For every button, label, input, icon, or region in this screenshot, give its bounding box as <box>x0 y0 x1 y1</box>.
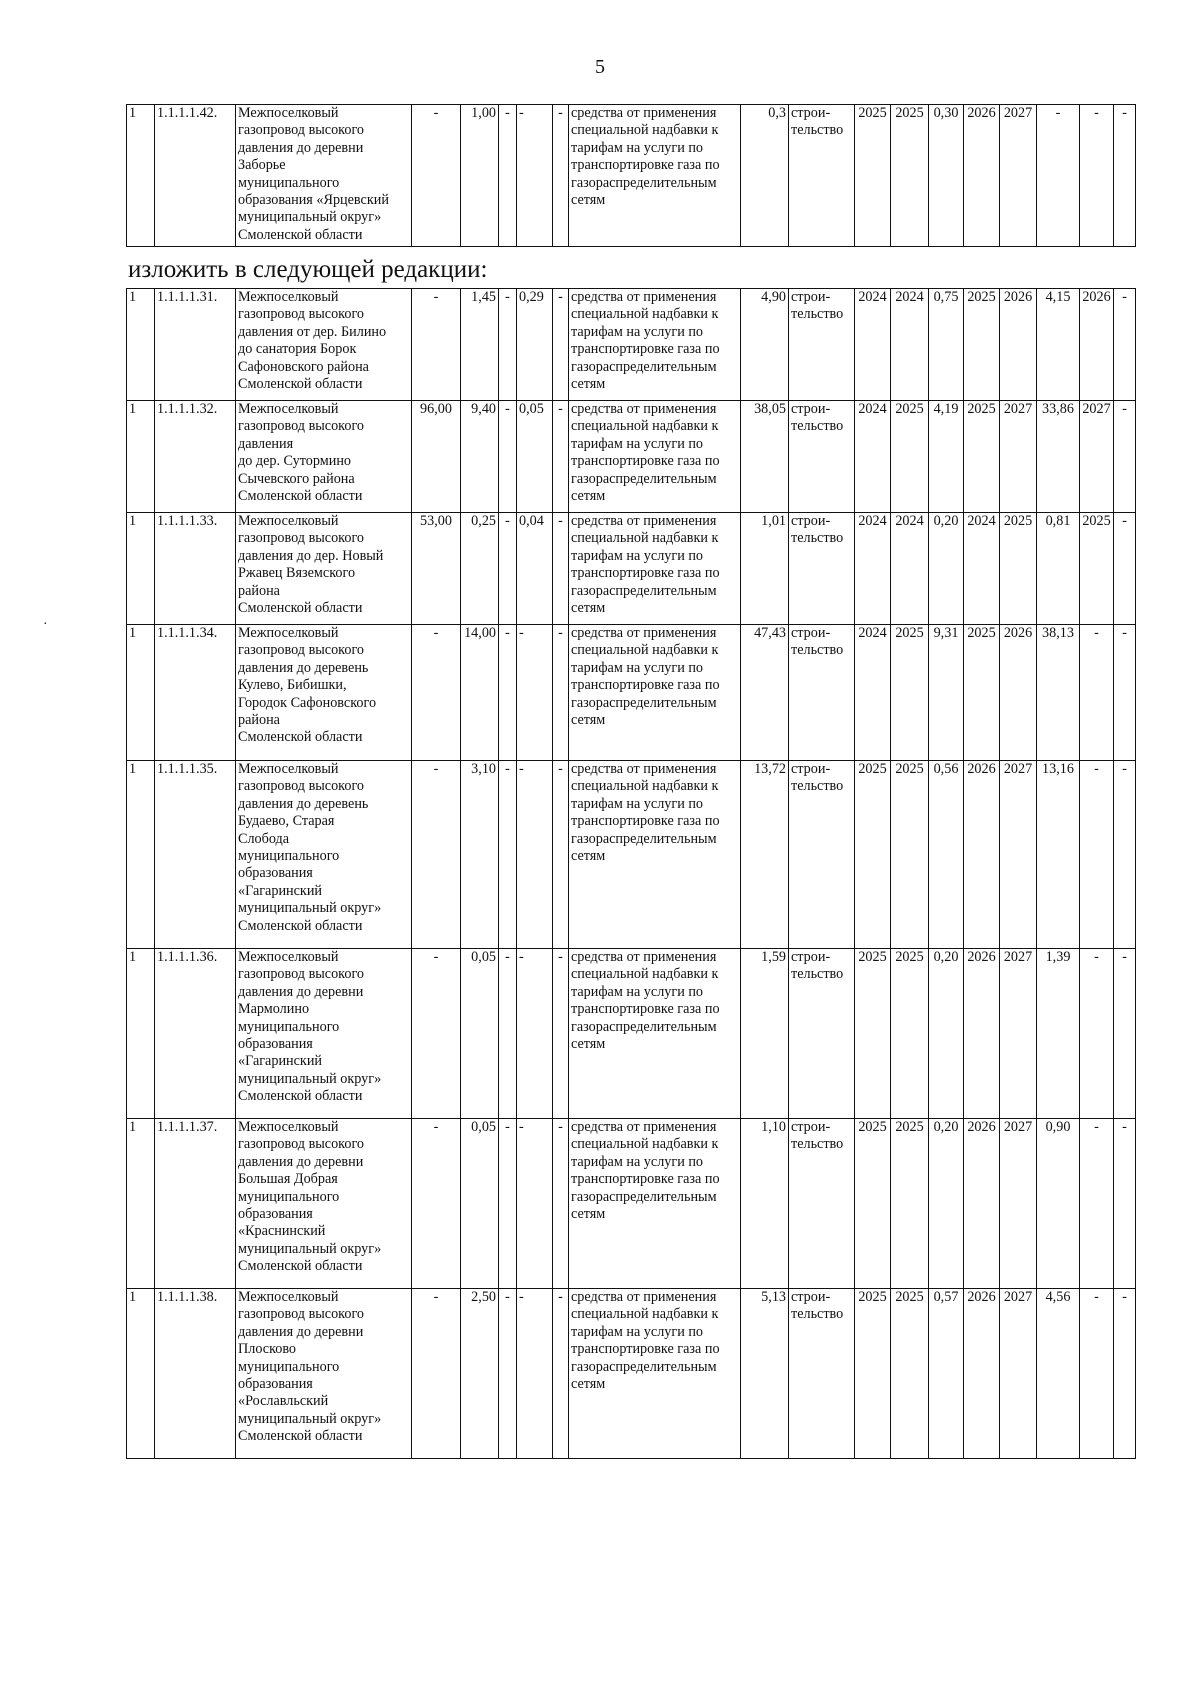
cell-y1: 2024 <box>855 289 891 401</box>
cell-name: Межпоселковый газопровод высокого давления до деревни Плосково муниципального образования «Рославльский муниципальный округ» Смоленской области <box>236 1289 412 1459</box>
cell-code: 1.1.1.1.42. <box>155 105 236 247</box>
cell-y2: 2025 <box>891 949 929 1119</box>
cell-v5: - <box>553 401 569 513</box>
cell-source: средства от применения специальной надбавки к тарифам на услуги по транспортировке газа по газораспределительным сетям <box>569 761 741 949</box>
table-row <box>127 1119 1136 1289</box>
cell-source: средства от применения специальной надбавки к тарифам на услуги по транспортировке газа по газораспределительным сетям <box>569 105 741 247</box>
cell-v7: 13,16 <box>1037 761 1080 949</box>
cell-source: средства от применения специальной надбавки к тарифам на услуги по транспортировке газа по газораспределительным сетям <box>569 1119 741 1289</box>
cell-y3: 2025 <box>964 401 1000 513</box>
cell-v8: - <box>1080 949 1114 1119</box>
cell-v6: 9,31 <box>929 625 964 761</box>
cell-v6: 0,20 <box>929 1119 964 1289</box>
cell-code: 1.1.1.1.35. <box>155 761 236 949</box>
cell-y1: 2025 <box>855 1289 891 1459</box>
cell-y3: 2025 <box>964 625 1000 761</box>
cell-source: средства от применения специальной надбавки к тарифам на услуги по транспортировке газа по газораспределительным сетям <box>569 949 741 1119</box>
cell-v1: 53,00 <box>412 513 461 625</box>
page-number: 5 <box>595 56 605 78</box>
cell-source: средства от применения специальной надбавки к тарифам на услуги по транспортировке газа по газораспределительным сетям <box>569 625 741 761</box>
cell-v6: 0,20 <box>929 949 964 1119</box>
cell-y3: 2025 <box>964 289 1000 401</box>
cell-c1: 1 <box>127 1119 155 1289</box>
cell-type: строи- тельство <box>789 401 855 513</box>
table-row <box>127 401 1136 513</box>
cell-v4: - <box>517 105 553 247</box>
cell-v9: - <box>1114 1289 1136 1459</box>
cell-v2: 14,00 <box>461 625 499 761</box>
cell-source: средства от применения специальной надбавки к тарифам на услуги по транспортировке газа по газораспределительным сетям <box>569 513 741 625</box>
cell-y4: 2027 <box>1000 401 1037 513</box>
cell-y1: 2025 <box>855 1119 891 1289</box>
table-row <box>127 105 1136 247</box>
cell-v4: 0,05 <box>517 401 553 513</box>
cell-c1: 1 <box>127 401 155 513</box>
table-row <box>127 949 1136 1119</box>
cell-c1: 1 <box>127 105 155 247</box>
cell-v3: - <box>499 401 517 513</box>
cell-name: Межпоселковый газопровод высокого давления до деревень Кулево, Бибишки, Городок Сафоновского района Смоленской области <box>236 625 412 761</box>
cell-v7: 4,56 <box>1037 1289 1080 1459</box>
cell-source: средства от применения специальной надбавки к тарифам на услуги по транспортировке газа по газораспределительным сетям <box>569 401 741 513</box>
cell-code: 1.1.1.1.34. <box>155 625 236 761</box>
cell-v5: - <box>553 1119 569 1289</box>
cell-y1: 2025 <box>855 949 891 1119</box>
cell-y2: 2024 <box>891 289 929 401</box>
cell-v3: - <box>499 1119 517 1289</box>
new-edition-table <box>126 288 1136 1459</box>
cell-y4: 2027 <box>1000 1289 1037 1459</box>
cell-cost: 13,72 <box>741 761 789 949</box>
cell-v2: 2,50 <box>461 1289 499 1459</box>
cell-v1: - <box>412 1119 461 1289</box>
cell-v5: - <box>553 761 569 949</box>
cell-v7: 38,13 <box>1037 625 1080 761</box>
cell-v4: - <box>517 949 553 1119</box>
cell-v6: 0,57 <box>929 1289 964 1459</box>
cell-y2: 2024 <box>891 513 929 625</box>
cell-y2: 2025 <box>891 105 929 247</box>
cell-y4: 2026 <box>1000 289 1037 401</box>
cell-v2: 0,25 <box>461 513 499 625</box>
cell-y4: 2027 <box>1000 949 1037 1119</box>
cell-v4: - <box>517 1119 553 1289</box>
cell-v7: 1,39 <box>1037 949 1080 1119</box>
cell-v1: - <box>412 625 461 761</box>
cell-y1: 2024 <box>855 401 891 513</box>
cell-v4: 0,29 <box>517 289 553 401</box>
cell-v9: - <box>1114 105 1136 247</box>
cell-y1: 2024 <box>855 513 891 625</box>
amendment-heading: изложить в следующей редакции: <box>128 256 488 283</box>
cell-v5: - <box>553 289 569 401</box>
cell-v2: 3,10 <box>461 761 499 949</box>
cell-v9: - <box>1114 1119 1136 1289</box>
cell-v2: 1,00 <box>461 105 499 247</box>
cell-v8: - <box>1080 1289 1114 1459</box>
cell-y4: 2026 <box>1000 625 1037 761</box>
cell-y2: 2025 <box>891 1289 929 1459</box>
cell-v8: - <box>1080 1119 1114 1289</box>
cell-cost: 0,3 <box>741 105 789 247</box>
cell-type: строи- тельство <box>789 289 855 401</box>
cell-type: строи- тельство <box>789 513 855 625</box>
table-row <box>127 289 1136 401</box>
cell-cost: 47,43 <box>741 625 789 761</box>
cell-v9: - <box>1114 625 1136 761</box>
cell-v2: 1,45 <box>461 289 499 401</box>
cell-v1: - <box>412 761 461 949</box>
cell-type: строи- тельство <box>789 1119 855 1289</box>
table-row <box>127 1289 1136 1459</box>
cell-y1: 2025 <box>855 761 891 949</box>
cell-v3: - <box>499 289 517 401</box>
cell-c1: 1 <box>127 761 155 949</box>
cell-v3: - <box>499 949 517 1119</box>
cell-v1: - <box>412 105 461 247</box>
cell-y1: 2024 <box>855 625 891 761</box>
cell-code: 1.1.1.1.31. <box>155 289 236 401</box>
cell-name: Межпоселковый газопровод высокого давления до деревни Мармолино муниципального образования «Гагаринский муниципальный округ» Смоленской области <box>236 949 412 1119</box>
cell-v7: 0,81 <box>1037 513 1080 625</box>
cell-v6: 0,30 <box>929 105 964 247</box>
cell-c1: 1 <box>127 1289 155 1459</box>
cell-v9: - <box>1114 289 1136 401</box>
cell-v6: 0,20 <box>929 513 964 625</box>
cell-y2: 2025 <box>891 401 929 513</box>
cell-name: Межпоселковый газопровод высокого давления до дер. Новый Ржавец Вяземского района Смоленской области <box>236 513 412 625</box>
cell-v4: - <box>517 1289 553 1459</box>
cell-y3: 2026 <box>964 761 1000 949</box>
cell-v7: 33,86 <box>1037 401 1080 513</box>
cell-type: строи- тельство <box>789 761 855 949</box>
cell-v3: - <box>499 105 517 247</box>
cell-y3: 2026 <box>964 1289 1000 1459</box>
cell-code: 1.1.1.1.38. <box>155 1289 236 1459</box>
cell-v1: - <box>412 949 461 1119</box>
cell-type: строи- тельство <box>789 105 855 247</box>
cell-y3: 2026 <box>964 105 1000 247</box>
scan-speck: · <box>43 617 48 632</box>
cell-y4: 2025 <box>1000 513 1037 625</box>
cell-y4: 2027 <box>1000 1119 1037 1289</box>
cell-y4: 2027 <box>1000 105 1037 247</box>
cell-source: средства от применения специальной надбавки к тарифам на услуги по транспортировке газа по газораспределительным сетям <box>569 289 741 401</box>
cell-v5: - <box>553 625 569 761</box>
cell-y3: 2026 <box>964 949 1000 1119</box>
cell-code: 1.1.1.1.37. <box>155 1119 236 1289</box>
cell-v2: 0,05 <box>461 1119 499 1289</box>
cell-y1: 2025 <box>855 105 891 247</box>
previous-edition-table <box>126 104 1136 247</box>
cell-v7: 0,90 <box>1037 1119 1080 1289</box>
cell-v8: - <box>1080 625 1114 761</box>
cell-y3: 2024 <box>964 513 1000 625</box>
cell-v7: - <box>1037 105 1080 247</box>
cell-v2: 0,05 <box>461 949 499 1119</box>
table-row <box>127 625 1136 761</box>
cell-v5: - <box>553 105 569 247</box>
cell-v9: - <box>1114 949 1136 1119</box>
cell-c1: 1 <box>127 513 155 625</box>
cell-name: Межпоселковый газопровод высокого давления до деревни Большая Добрая муниципального образования «Краснинский муниципальный округ» Смоленской области <box>236 1119 412 1289</box>
cell-code: 1.1.1.1.33. <box>155 513 236 625</box>
cell-cost: 1,01 <box>741 513 789 625</box>
cell-v1: 96,00 <box>412 401 461 513</box>
cell-y2: 2025 <box>891 761 929 949</box>
cell-v7: 4,15 <box>1037 289 1080 401</box>
cell-code: 1.1.1.1.32. <box>155 401 236 513</box>
cell-v4: - <box>517 761 553 949</box>
cell-v8: 2027 <box>1080 401 1114 513</box>
cell-v2: 9,40 <box>461 401 499 513</box>
cell-v3: - <box>499 1289 517 1459</box>
cell-y4: 2027 <box>1000 761 1037 949</box>
cell-c1: 1 <box>127 949 155 1119</box>
cell-name: Межпоселковый газопровод высокого давления от дер. Билино до санатория Борок Сафоновского района Смоленской области <box>236 289 412 401</box>
cell-c1: 1 <box>127 289 155 401</box>
cell-v1: - <box>412 289 461 401</box>
cell-cost: 38,05 <box>741 401 789 513</box>
cell-type: строи- тельство <box>789 625 855 761</box>
cell-v5: - <box>553 949 569 1119</box>
cell-code: 1.1.1.1.36. <box>155 949 236 1119</box>
cell-c1: 1 <box>127 625 155 761</box>
cell-cost: 5,13 <box>741 1289 789 1459</box>
cell-name: Межпоселковый газопровод высокого давления до деревень Будаево, Старая Слобода муниципального образования «Гагаринский муниципальный округ» Смоленской области <box>236 761 412 949</box>
cell-v6: 0,75 <box>929 289 964 401</box>
cell-y2: 2025 <box>891 625 929 761</box>
cell-source: средства от применения специальной надбавки к тарифам на услуги по транспортировке газа по газораспределительным сетям <box>569 1289 741 1459</box>
cell-y2: 2025 <box>891 1119 929 1289</box>
cell-v3: - <box>499 513 517 625</box>
cell-v4: - <box>517 625 553 761</box>
table-row <box>127 513 1136 625</box>
cell-v3: - <box>499 761 517 949</box>
cell-name: Межпоселковый газопровод высокого давления до деревни Заборье муниципального образования «Ярцевский муниципальный округ» Смоленской области <box>236 105 412 247</box>
cell-v8: 2026 <box>1080 289 1114 401</box>
cell-v6: 4,19 <box>929 401 964 513</box>
cell-v5: - <box>553 1289 569 1459</box>
cell-type: строи- тельство <box>789 949 855 1119</box>
cell-y3: 2026 <box>964 1119 1000 1289</box>
cell-v9: - <box>1114 513 1136 625</box>
table-row <box>127 761 1136 949</box>
cell-v4: 0,04 <box>517 513 553 625</box>
cell-v8: 2025 <box>1080 513 1114 625</box>
cell-v1: - <box>412 1289 461 1459</box>
cell-v5: - <box>553 513 569 625</box>
cell-v8: - <box>1080 761 1114 949</box>
cell-v9: - <box>1114 761 1136 949</box>
cell-v6: 0,56 <box>929 761 964 949</box>
cell-cost: 1,59 <box>741 949 789 1119</box>
cell-cost: 1,10 <box>741 1119 789 1289</box>
cell-name: Межпоселковый газопровод высокого давления до дер. Сутормино Сычевского района Смоленской области <box>236 401 412 513</box>
cell-v9: - <box>1114 401 1136 513</box>
cell-type: строи- тельство <box>789 1289 855 1459</box>
cell-cost: 4,90 <box>741 289 789 401</box>
cell-v8: - <box>1080 105 1114 247</box>
cell-v3: - <box>499 625 517 761</box>
